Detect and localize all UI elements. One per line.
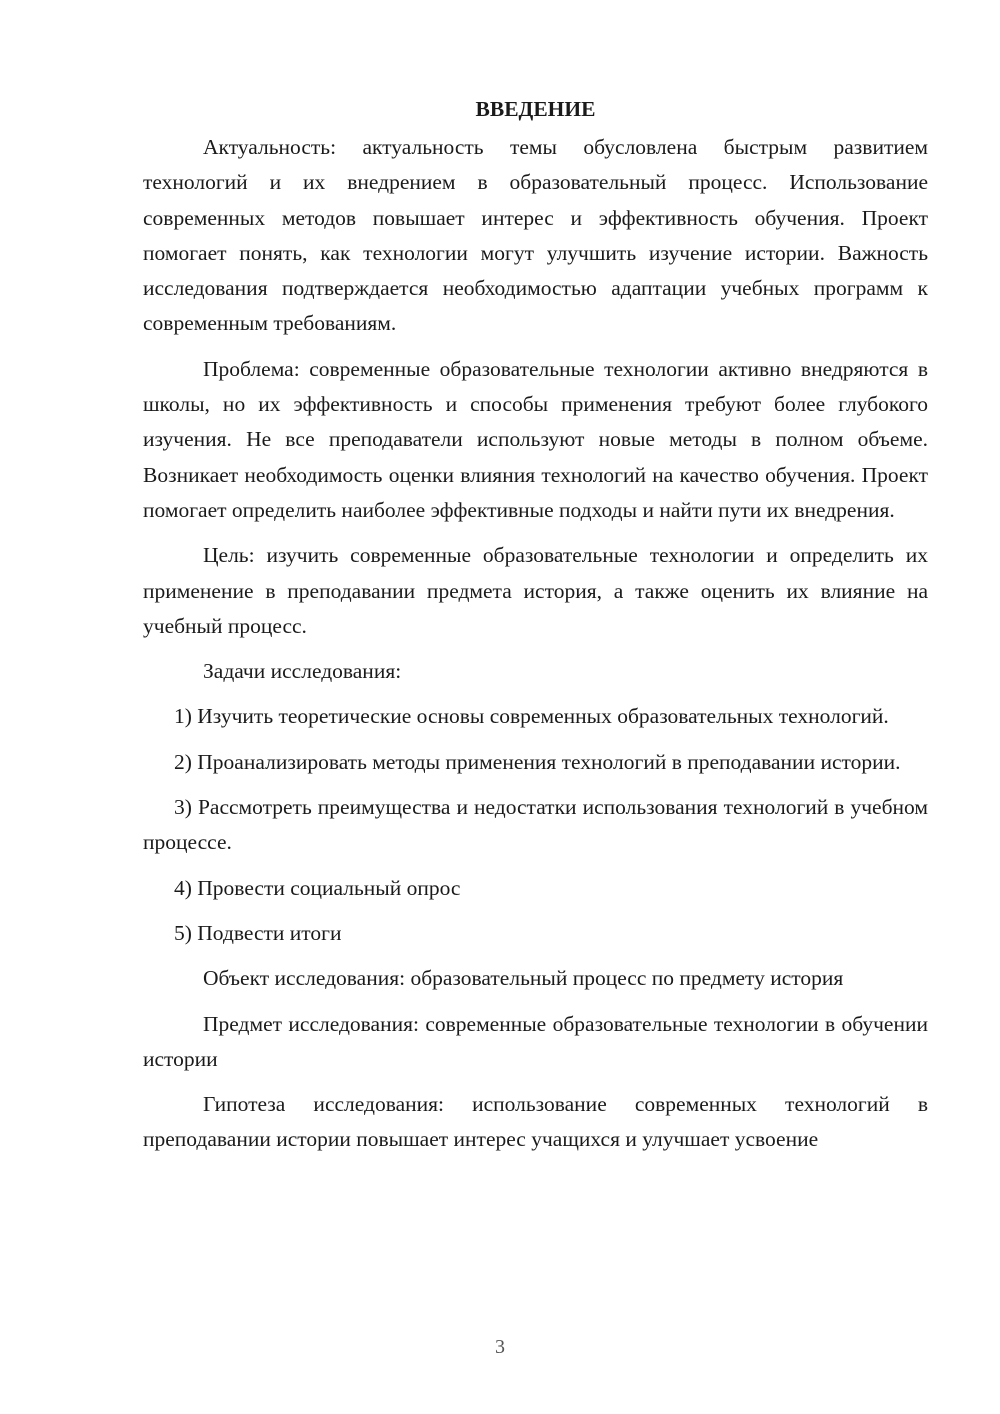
task-item-4: 4) Провести социальный опрос bbox=[174, 875, 461, 900]
paragraph-subject: Предмет исследования: современные образовательные технологии в обучении истории bbox=[143, 1011, 928, 1071]
task-item-3: 3) Рассмотреть преимущества и недостатки использования технологий в учебном процессе. bbox=[143, 795, 928, 855]
section-title: ВВЕДЕНИЕ bbox=[475, 97, 596, 121]
paragraph-relevance: Актуальность: актуальность темы обусловлена быстрым развитием технологий и их внедрением в образовательный процесс. Использование современных методов повышает интерес и эффективность обучения. Проект помогает понять, как технологии могут улучшить изучение истории. Важность исследования подтверждается необходимостью адаптации учебных программ к современным требованиям. bbox=[143, 135, 928, 336]
paragraph-object: Объект исследования: образовательный процесс по предмету история bbox=[203, 966, 844, 991]
page-number: 3 bbox=[495, 1336, 505, 1358]
paragraph-hypothesis: Гипотеза исследования: использование современных технологий в преподавании истории повышает интерес учащихся и улучшает усвоение bbox=[143, 1092, 928, 1152]
task-item-5: 5) Подвести итоги bbox=[174, 920, 342, 945]
task-item-2: 2) Проанализировать методы применения технологий в преподавании истории. bbox=[174, 749, 901, 774]
paragraph-problem: Проблема: современные образовательные технологии активно внедряются в школы, но их эффективность и способы применения требуют более глубокого изучения. Не все преподаватели используют новые методы в полном объеме. Возникает необходимость оценки влияния технологий на качество обучения. Проект помогает определить наиболее эффективные подходы и найти пути их внедрения. bbox=[143, 356, 928, 522]
page-content bbox=[143, 92, 928, 1158]
task-item-1: 1) Изучить теоретические основы современных образовательных технологий. bbox=[174, 704, 889, 729]
paragraph-tasks-heading: Задачи исследования: bbox=[203, 659, 402, 684]
paragraph-goal: Цель: изучить современные образовательные технологии и определить их применение в преподавании предмета история, а также оценить их влияние на учебный процесс. bbox=[143, 543, 928, 638]
